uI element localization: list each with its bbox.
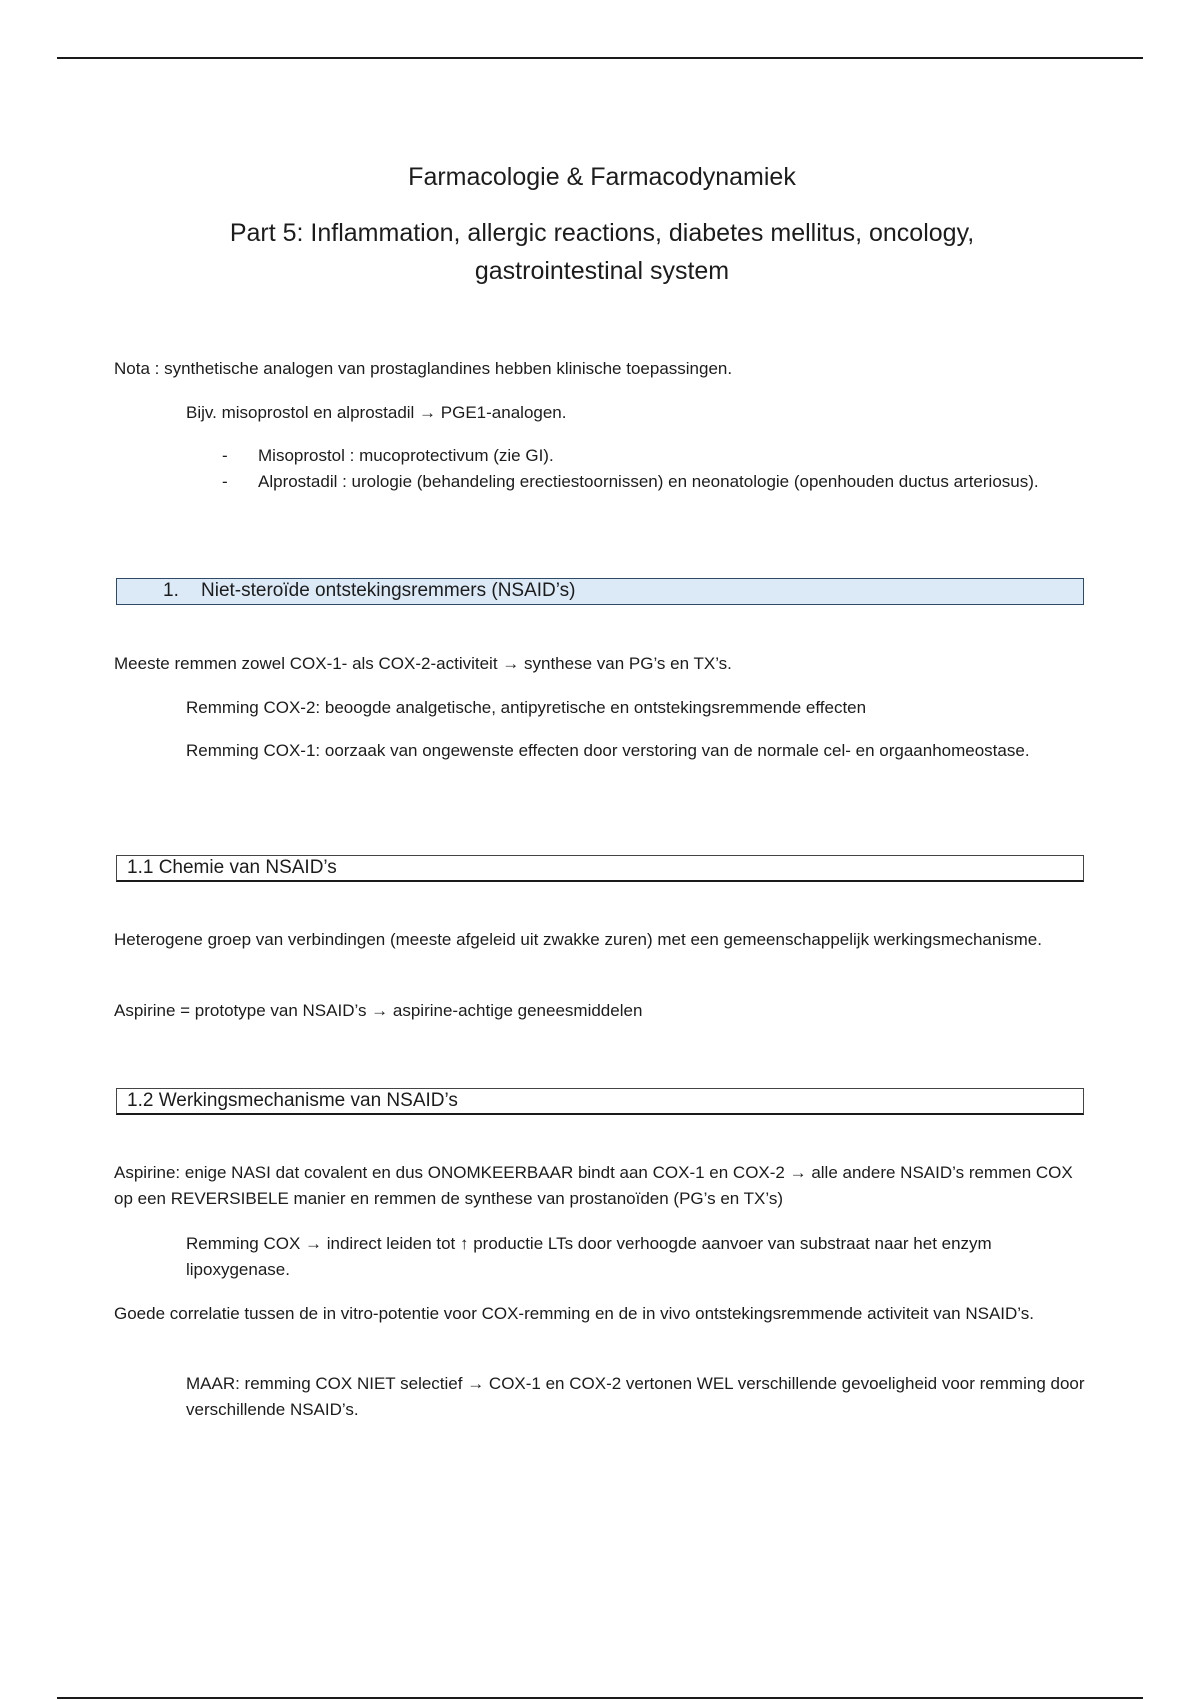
document-subtitle bbox=[114, 214, 1090, 290]
intro-example: Bijv. misoprostol en alprostadil → PGE1-analogen. bbox=[186, 403, 567, 422]
section1-paragraph-1: Meeste remmen zowel COX-1- als COX-2-activiteit → synthese van PG’s en TX’s. bbox=[114, 654, 732, 673]
top-rule bbox=[57, 57, 1143, 59]
section1-2-paragraph-3: Goede correlatie tussen de in vitro-potentie voor COX-remming en de in vivo ontstekingsremmende activiteit van NSAID’s. bbox=[114, 1304, 1035, 1323]
section-title: 1.2 Werkingsmechanisme van NSAID’s bbox=[127, 1090, 458, 1111]
section-heading-1-1 bbox=[116, 855, 1084, 882]
section1-paragraph-2: Remming COX-2: beoogde analgetische, antipyretische en ontstekingsremmende effecten bbox=[186, 698, 867, 717]
section1-1-paragraph-1: Heterogene groep van verbindingen (meeste afgeleid uit zwakke zuren) met een gemeenschappelijk werkingsmechanisme. bbox=[114, 930, 1042, 949]
bullet-dash: - bbox=[222, 472, 228, 491]
section-heading-1 bbox=[116, 578, 1084, 605]
document-title: Farmacologie & Farmacodynamiek bbox=[408, 163, 796, 191]
section-number: 1. bbox=[163, 580, 179, 601]
section1-2-paragraph-1: Aspirine: enige NASI dat covalent en dus ONOMKEERBAAR bindt aan COX-1 en COX-2 → alle andere NSAID’s remmen COX op een REVERSIBELE manier en remmen de synthese van prostanoïden (PG’s en TX’s) bbox=[114, 1163, 1073, 1208]
list-item bbox=[186, 443, 1090, 469]
bottom-rule bbox=[57, 1697, 1143, 1699]
bullet-text: Misoprostol : mucoprotectivum (zie GI). bbox=[258, 446, 554, 465]
section1-2-paragraph-2: Remming COX → indirect leiden tot ↑ productie LTs door verhoogde aanvoer van substraat naar het enzym lipoxygenase. bbox=[186, 1234, 992, 1279]
section1-1-paragraph-2: Aspirine = prototype van NSAID’s → aspirine-achtige geneesmiddelen bbox=[114, 1001, 643, 1020]
section1-2-paragraph-4: MAAR: remming COX NIET selectief → COX-1 en COX-2 vertonen WEL verschillende gevoeligheid voor remming door verschillende NSAID’s. bbox=[186, 1374, 1085, 1419]
subtitle-line-2: gastrointestinal system bbox=[474, 257, 730, 285]
section-title: 1.1 Chemie van NSAID’s bbox=[127, 857, 337, 878]
section1-paragraph-3: Remming COX-1: oorzaak van ongewenste effecten door verstoring van de normale cel- en orgaanhomeostase. bbox=[186, 741, 1030, 760]
intro-bullet-list bbox=[186, 443, 1090, 495]
section-heading-1-2 bbox=[116, 1088, 1084, 1115]
bullet-dash: - bbox=[222, 446, 228, 465]
section-title: Niet-steroïde ontstekingsremmers (NSAID’s) bbox=[201, 580, 576, 601]
subtitle-line-1: Part 5: Inflammation, allergic reactions, diabetes mellitus, oncology, bbox=[229, 219, 975, 247]
list-item bbox=[186, 469, 1090, 495]
intro-nota: Nota : synthetische analogen van prostaglandines hebben klinische toepassingen. bbox=[114, 359, 733, 378]
bullet-text: Alprostadil : urologie (behandeling erectiestoornissen) en neonatologie (openhouden ductus arteriosus). bbox=[258, 472, 1039, 491]
